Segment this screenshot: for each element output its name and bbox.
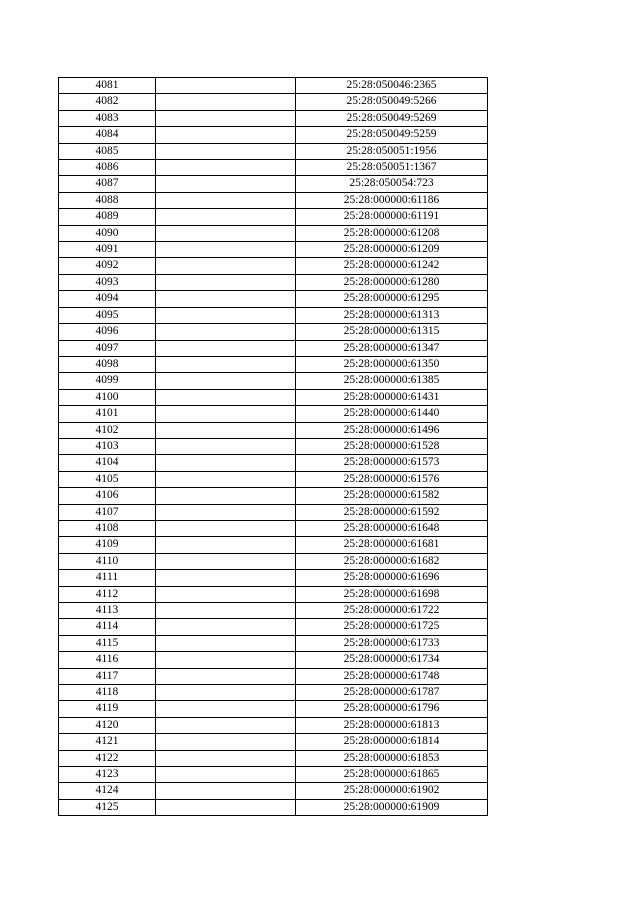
cadastral-number-cell: 25:28:000000:61722 bbox=[296, 603, 488, 619]
cadastral-number-cell: 25:28:000000:61748 bbox=[296, 668, 488, 684]
table-row bbox=[59, 455, 488, 471]
empty-cell bbox=[156, 537, 296, 553]
row-number-cell: 4083 bbox=[59, 110, 156, 126]
row-number-cell: 4089 bbox=[59, 209, 156, 225]
cadastral-number-cell: 25:28:000000:61242 bbox=[296, 258, 488, 274]
empty-cell bbox=[156, 438, 296, 454]
cadastral-number-cell: 25:28:000000:61648 bbox=[296, 520, 488, 536]
empty-cell bbox=[156, 799, 296, 815]
cadastral-number-cell: 25:28:000000:61909 bbox=[296, 799, 488, 815]
cadastral-number-cell: 25:28:000000:61496 bbox=[296, 422, 488, 438]
table-row bbox=[59, 373, 488, 389]
row-number-cell: 4112 bbox=[59, 586, 156, 602]
cadastral-table bbox=[58, 77, 488, 816]
row-number-cell: 4125 bbox=[59, 799, 156, 815]
empty-cell bbox=[156, 406, 296, 422]
table-row bbox=[59, 242, 488, 258]
table-row bbox=[59, 110, 488, 126]
table-row bbox=[59, 734, 488, 750]
table-row bbox=[59, 160, 488, 176]
row-number-cell: 4116 bbox=[59, 652, 156, 668]
empty-cell bbox=[156, 274, 296, 290]
row-number-cell: 4121 bbox=[59, 734, 156, 750]
cadastral-number-cell: 25:28:000000:61853 bbox=[296, 750, 488, 766]
empty-cell bbox=[156, 635, 296, 651]
empty-cell bbox=[156, 701, 296, 717]
empty-cell bbox=[156, 586, 296, 602]
row-number-cell: 4117 bbox=[59, 668, 156, 684]
empty-cell bbox=[156, 110, 296, 126]
table-row bbox=[59, 799, 488, 815]
row-number-cell: 4118 bbox=[59, 685, 156, 701]
cadastral-number-cell: 25:28:000000:61315 bbox=[296, 324, 488, 340]
cadastral-number-cell: 25:28:000000:61313 bbox=[296, 307, 488, 323]
cadastral-number-cell: 25:28:000000:61576 bbox=[296, 471, 488, 487]
cadastral-number-cell: 25:28:000000:61209 bbox=[296, 242, 488, 258]
row-number-cell: 4100 bbox=[59, 389, 156, 405]
row-number-cell: 4096 bbox=[59, 324, 156, 340]
table-row bbox=[59, 652, 488, 668]
cadastral-number-cell: 25:28:000000:61280 bbox=[296, 274, 488, 290]
row-number-cell: 4082 bbox=[59, 94, 156, 110]
empty-cell bbox=[156, 176, 296, 192]
empty-cell bbox=[156, 291, 296, 307]
table-row bbox=[59, 717, 488, 733]
row-number-cell: 4102 bbox=[59, 422, 156, 438]
cadastral-number-cell: 25:28:000000:61347 bbox=[296, 340, 488, 356]
table-row bbox=[59, 127, 488, 143]
empty-cell bbox=[156, 504, 296, 520]
table-row bbox=[59, 520, 488, 536]
table-row bbox=[59, 504, 488, 520]
table-row bbox=[59, 406, 488, 422]
empty-cell bbox=[156, 340, 296, 356]
empty-cell bbox=[156, 619, 296, 635]
table-row bbox=[59, 570, 488, 586]
cadastral-number-cell: 25:28:000000:61902 bbox=[296, 783, 488, 799]
table-row bbox=[59, 258, 488, 274]
table-row bbox=[59, 767, 488, 783]
table-row bbox=[59, 389, 488, 405]
empty-cell bbox=[156, 258, 296, 274]
table-row bbox=[59, 488, 488, 504]
table-row bbox=[59, 603, 488, 619]
empty-cell bbox=[156, 471, 296, 487]
cadastral-number-cell: 25:28:000000:61592 bbox=[296, 504, 488, 520]
table-body bbox=[59, 78, 488, 816]
row-number-cell: 4092 bbox=[59, 258, 156, 274]
row-number-cell: 4081 bbox=[59, 78, 156, 94]
cadastral-number-cell: 25:28:000000:61582 bbox=[296, 488, 488, 504]
row-number-cell: 4113 bbox=[59, 603, 156, 619]
table-row bbox=[59, 701, 488, 717]
row-number-cell: 4109 bbox=[59, 537, 156, 553]
table-row bbox=[59, 471, 488, 487]
cadastral-number-cell: 25:28:000000:61787 bbox=[296, 685, 488, 701]
empty-cell bbox=[156, 553, 296, 569]
cadastral-number-cell: 25:28:050051:1367 bbox=[296, 160, 488, 176]
empty-cell bbox=[156, 570, 296, 586]
table-row bbox=[59, 635, 488, 651]
empty-cell bbox=[156, 373, 296, 389]
empty-cell bbox=[156, 209, 296, 225]
cadastral-number-cell: 25:28:000000:61696 bbox=[296, 570, 488, 586]
cadastral-number-cell: 25:28:000000:61682 bbox=[296, 553, 488, 569]
cadastral-number-cell: 25:28:000000:61208 bbox=[296, 225, 488, 241]
table-row bbox=[59, 619, 488, 635]
table-row bbox=[59, 307, 488, 323]
row-number-cell: 4097 bbox=[59, 340, 156, 356]
cadastral-number-cell: 25:28:000000:61734 bbox=[296, 652, 488, 668]
cadastral-number-cell: 25:28:050046:2365 bbox=[296, 78, 488, 94]
cadastral-number-cell: 25:28:000000:61796 bbox=[296, 701, 488, 717]
table-row bbox=[59, 192, 488, 208]
table-row bbox=[59, 750, 488, 766]
cadastral-number-cell: 25:28:000000:61295 bbox=[296, 291, 488, 307]
row-number-cell: 4123 bbox=[59, 767, 156, 783]
empty-cell bbox=[156, 652, 296, 668]
empty-cell bbox=[156, 94, 296, 110]
row-number-cell: 4107 bbox=[59, 504, 156, 520]
empty-cell bbox=[156, 127, 296, 143]
empty-cell bbox=[156, 717, 296, 733]
row-number-cell: 4094 bbox=[59, 291, 156, 307]
row-number-cell: 4087 bbox=[59, 176, 156, 192]
row-number-cell: 4099 bbox=[59, 373, 156, 389]
cadastral-number-cell: 25:28:000000:61698 bbox=[296, 586, 488, 602]
row-number-cell: 4115 bbox=[59, 635, 156, 651]
row-number-cell: 4122 bbox=[59, 750, 156, 766]
row-number-cell: 4106 bbox=[59, 488, 156, 504]
row-number-cell: 4093 bbox=[59, 274, 156, 290]
table-row bbox=[59, 340, 488, 356]
row-number-cell: 4084 bbox=[59, 127, 156, 143]
cadastral-number-cell: 25:28:050049:5266 bbox=[296, 94, 488, 110]
table-row bbox=[59, 668, 488, 684]
table-row bbox=[59, 438, 488, 454]
empty-cell bbox=[156, 520, 296, 536]
empty-cell bbox=[156, 324, 296, 340]
empty-cell bbox=[156, 389, 296, 405]
cadastral-number-cell: 25:28:050051:1956 bbox=[296, 143, 488, 159]
cadastral-number-cell: 25:28:050049:5269 bbox=[296, 110, 488, 126]
row-number-cell: 4090 bbox=[59, 225, 156, 241]
empty-cell bbox=[156, 767, 296, 783]
table-row bbox=[59, 143, 488, 159]
cadastral-number-cell: 25:28:000000:61681 bbox=[296, 537, 488, 553]
cadastral-number-cell: 25:28:000000:61440 bbox=[296, 406, 488, 422]
cadastral-number-cell: 25:28:000000:61814 bbox=[296, 734, 488, 750]
table-row bbox=[59, 209, 488, 225]
row-number-cell: 4095 bbox=[59, 307, 156, 323]
empty-cell bbox=[156, 603, 296, 619]
empty-cell bbox=[156, 78, 296, 94]
row-number-cell: 4124 bbox=[59, 783, 156, 799]
table-row bbox=[59, 94, 488, 110]
table-row bbox=[59, 422, 488, 438]
cadastral-number-cell: 25:28:000000:61431 bbox=[296, 389, 488, 405]
empty-cell bbox=[156, 143, 296, 159]
table-row bbox=[59, 685, 488, 701]
empty-cell bbox=[156, 750, 296, 766]
table-row bbox=[59, 291, 488, 307]
cadastral-number-cell: 25:28:000000:61385 bbox=[296, 373, 488, 389]
row-number-cell: 4108 bbox=[59, 520, 156, 536]
cadastral-number-cell: 25:28:000000:61733 bbox=[296, 635, 488, 651]
empty-cell bbox=[156, 356, 296, 372]
table-row bbox=[59, 225, 488, 241]
row-number-cell: 4103 bbox=[59, 438, 156, 454]
row-number-cell: 4110 bbox=[59, 553, 156, 569]
row-number-cell: 4105 bbox=[59, 471, 156, 487]
table-row bbox=[59, 553, 488, 569]
empty-cell bbox=[156, 160, 296, 176]
cadastral-number-cell: 25:28:000000:61573 bbox=[296, 455, 488, 471]
empty-cell bbox=[156, 685, 296, 701]
row-number-cell: 4086 bbox=[59, 160, 156, 176]
row-number-cell: 4088 bbox=[59, 192, 156, 208]
empty-cell bbox=[156, 488, 296, 504]
table-row bbox=[59, 176, 488, 192]
cadastral-number-cell: 25:28:000000:61186 bbox=[296, 192, 488, 208]
table-row bbox=[59, 78, 488, 94]
row-number-cell: 4091 bbox=[59, 242, 156, 258]
row-number-cell: 4120 bbox=[59, 717, 156, 733]
empty-cell bbox=[156, 192, 296, 208]
cadastral-number-cell: 25:28:000000:61813 bbox=[296, 717, 488, 733]
empty-cell bbox=[156, 242, 296, 258]
row-number-cell: 4114 bbox=[59, 619, 156, 635]
cadastral-number-cell: 25:28:000000:61191 bbox=[296, 209, 488, 225]
empty-cell bbox=[156, 668, 296, 684]
table-row bbox=[59, 356, 488, 372]
row-number-cell: 4101 bbox=[59, 406, 156, 422]
table-row bbox=[59, 324, 488, 340]
empty-cell bbox=[156, 455, 296, 471]
cadastral-number-cell: 25:28:050054:723 bbox=[296, 176, 488, 192]
cadastral-number-cell: 25:28:000000:61528 bbox=[296, 438, 488, 454]
row-number-cell: 4098 bbox=[59, 356, 156, 372]
table-row bbox=[59, 783, 488, 799]
row-number-cell: 4111 bbox=[59, 570, 156, 586]
row-number-cell: 4104 bbox=[59, 455, 156, 471]
table-row bbox=[59, 537, 488, 553]
empty-cell bbox=[156, 422, 296, 438]
empty-cell bbox=[156, 734, 296, 750]
empty-cell bbox=[156, 307, 296, 323]
table-row bbox=[59, 274, 488, 290]
cadastral-number-cell: 25:28:050049:5259 bbox=[296, 127, 488, 143]
table-row bbox=[59, 586, 488, 602]
row-number-cell: 4119 bbox=[59, 701, 156, 717]
cadastral-number-cell: 25:28:000000:61350 bbox=[296, 356, 488, 372]
cadastral-number-cell: 25:28:000000:61865 bbox=[296, 767, 488, 783]
empty-cell bbox=[156, 225, 296, 241]
row-number-cell: 4085 bbox=[59, 143, 156, 159]
cadastral-number-cell: 25:28:000000:61725 bbox=[296, 619, 488, 635]
empty-cell bbox=[156, 783, 296, 799]
